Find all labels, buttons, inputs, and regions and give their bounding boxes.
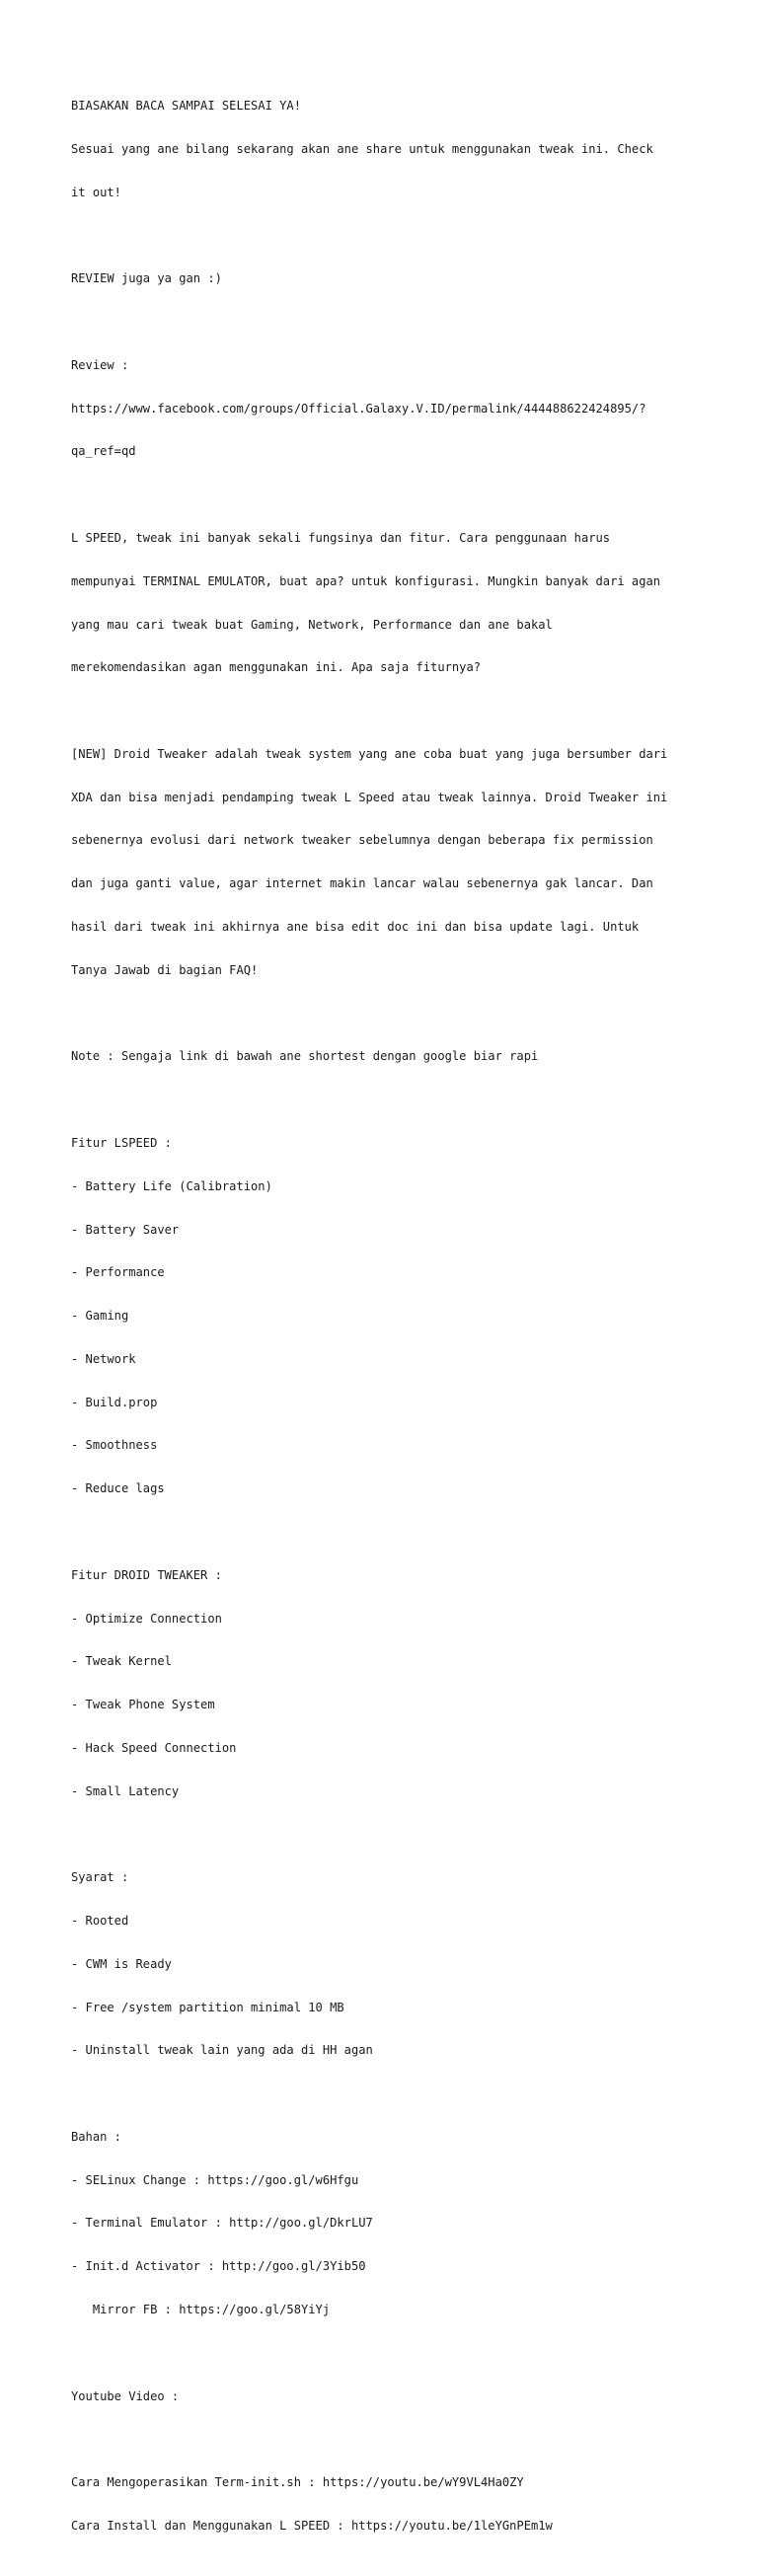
- note-text: Note : Sengaja link di bawah ane shortest dengan google biar rapi: [71, 1049, 539, 1064]
- section-heading: Fitur LSPEED :: [71, 1135, 172, 1150]
- list-item: - Hack Speed Connection: [71, 1740, 237, 1755]
- lspeed-line: yang mau cari tweak buat Gaming, Network, Performance dan ane bakal: [71, 617, 553, 632]
- fitur-droid-tweaker-list: [71, 1540, 713, 1828]
- droid-tweaker-line: hasil dari tweak ini akhirnya ane bisa edit doc ini dan bisa update lagi. Untuk: [71, 920, 640, 935]
- review-ask-paragraph: [71, 243, 713, 315]
- list-item: - Network: [71, 1351, 136, 1366]
- list-item: - Small Latency: [71, 1783, 180, 1798]
- mirror-fb-link-item[interactable]: Mirror FB : https://goo.gl/58YiYj: [71, 2303, 331, 2317]
- initd-activator-link-item[interactable]: - Init.d Activator : http://goo.gl/3Yib50: [71, 2259, 366, 2274]
- terminal-emulator-link-item[interactable]: - Terminal Emulator : http://goo.gl/DkrLU7: [71, 2216, 373, 2231]
- list-item: - Gaming: [71, 1309, 129, 1324]
- list-item: - Tweak Phone System: [71, 1698, 215, 1712]
- syarat-list: [71, 1842, 713, 2086]
- list-item: - Tweak Kernel: [71, 1654, 172, 1669]
- list-item: - Reduce lags: [71, 1481, 165, 1496]
- youtube-video-list: [71, 2447, 713, 2562]
- bahan-list: [71, 2101, 713, 2346]
- list-item: - Build.prop: [71, 1395, 158, 1409]
- document-page: [71, 70, 713, 2576]
- lspeed-line: L SPEED, tweak ini banyak sekali fungsinya dan fitur. Cara penggunaan harus: [71, 531, 611, 545]
- intro-line: Sesuai yang ane bilang sekarang akan ane share untuk menggunakan tweak ini. Check: [71, 141, 653, 156]
- video-link-term-init[interactable]: Cara Mengoperasikan Term-init.sh : https://youtu.be/wY9VL4Ha0ZY: [71, 2475, 524, 2490]
- review-url-link[interactable]: https://www.facebook.com/groups/Official.Galaxy.V.ID/permalink/444488622424895/?: [71, 401, 646, 416]
- droid-tweaker-line: Tanya Jawab di bagian FAQ!: [71, 962, 259, 977]
- review-label: Review :: [71, 357, 129, 372]
- list-item: - CWM is Ready: [71, 1956, 172, 1971]
- review-ask-text: REVIEW juga ya gan :): [71, 271, 222, 286]
- youtube-heading-paragraph: [71, 2360, 713, 2432]
- section-heading: Fitur DROID TWEAKER :: [71, 1567, 222, 1582]
- intro-line: BIASAKAN BACA SAMPAI SELESAI YA!: [71, 99, 301, 114]
- droid-tweaker-line: sebenernya evolusi dari network tweaker sebelumnya dengan beberapa fix permission: [71, 833, 653, 848]
- review-url-link-continued[interactable]: qa_ref=qd: [71, 444, 136, 459]
- note-paragraph: [71, 1021, 713, 1093]
- droid-tweaker-line: dan juga ganti value, agar internet makin lancar walau sebenernya gak lancar. Dan: [71, 876, 653, 891]
- droid-tweaker-line: [NEW] Droid Tweaker adalah tweak system yang ane coba buat yang juga bersumber dari: [71, 746, 668, 761]
- list-item: - Battery Life (Calibration): [71, 1178, 272, 1193]
- droid-tweaker-line: XDA dan bisa menjadi pendamping tweak L Speed atau tweak lainnya. Droid Tweaker ini: [71, 790, 668, 804]
- droid-tweaker-paragraph: [71, 719, 713, 1007]
- video-link-install-lspeed[interactable]: Cara Install dan Menggunakan L SPEED : https://youtu.be/1leYGnPEm1w: [71, 2518, 553, 2533]
- section-heading: Syarat :: [71, 1870, 129, 1885]
- section-heading: Youtube Video :: [71, 2388, 180, 2403]
- list-item: - Uninstall tweak lain yang ada di HH agan: [71, 2043, 373, 2058]
- intro-line: it out!: [71, 185, 121, 199]
- lspeed-line: mempunyai TERMINAL EMULATOR, buat apa? untuk konfigurasi. Mungkin banyak dari agan: [71, 573, 661, 588]
- lspeed-line: merekomendasikan agan menggunakan ini. Apa saja fiturnya?: [71, 660, 482, 675]
- list-item: - Smoothness: [71, 1438, 158, 1453]
- list-item: - Rooted: [71, 1914, 129, 1928]
- list-item: - Optimize Connection: [71, 1611, 222, 1626]
- lspeed-paragraph: [71, 502, 713, 704]
- list-item: - Performance: [71, 1265, 165, 1280]
- section-heading: Bahan :: [71, 2129, 121, 2144]
- selinux-link-item[interactable]: - SELinux Change : https://goo.gl/w6Hfgu: [71, 2172, 359, 2187]
- list-item: - Free /system partition minimal 10 MB: [71, 2000, 344, 2014]
- intro-paragraph: [71, 70, 713, 229]
- review-link-paragraph: [71, 330, 713, 489]
- list-item: - Battery Saver: [71, 1222, 180, 1237]
- fitur-lspeed-list: [71, 1107, 713, 1525]
